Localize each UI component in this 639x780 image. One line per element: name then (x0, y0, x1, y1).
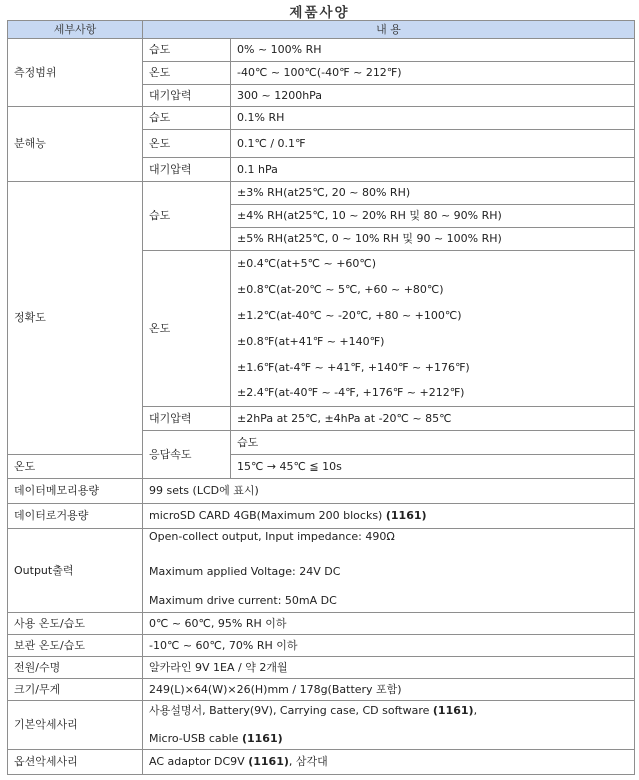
cell-value: ±4% RH(at25℃, 10 ~ 20% RH 및 80 ~ 90% RH) (231, 205, 635, 228)
cell-value: ±3% RH(at25℃, 20 ~ 80% RH) (231, 182, 635, 205)
table-row (8, 701, 635, 750)
table-row (8, 479, 635, 504)
sub-label: 온도 (143, 62, 231, 85)
cell-value: 0.1℃ / 0.1℉ (231, 130, 635, 158)
page-title: 제품사양 (289, 5, 350, 21)
cell-value: ±0.8℉(at+41℉ ~ +140℉) (231, 329, 635, 355)
accessories-line-2 (149, 725, 634, 749)
model-number: (1161) (241, 732, 283, 745)
row-label-output: Output출력 (8, 529, 143, 613)
cell-value: 300 ~ 1200hPa (231, 85, 635, 107)
table-row (8, 107, 635, 130)
model-number: (1161) (432, 704, 474, 717)
table-row (8, 182, 635, 205)
cell-value: 0.1% RH (231, 107, 635, 130)
group-label-accuracy: 정확도 (8, 182, 143, 455)
cell-value: ±5% RH(at25℃, 0 ~ 10% RH 및 90 ~ 100% RH) (231, 228, 635, 251)
table-row (8, 455, 635, 479)
cell-value: ±2hPa at 25℃, ±4hPa at -20℃ ~ 85℃ (231, 407, 635, 431)
header-content: 내 용 (143, 21, 635, 39)
sub-label: 습도 (143, 107, 231, 130)
table-row (8, 657, 635, 679)
table-row (8, 679, 635, 701)
cell-value: 알카라인 9V 1EA / 약 2개월 (143, 657, 635, 679)
cell-value-accessories (143, 701, 635, 750)
cell-value: 99 sets (LCD에 표시) (143, 479, 635, 504)
group-label-range: 측정범위 (8, 39, 143, 107)
model-number: (1161) (248, 755, 289, 768)
accessories-line-1 (149, 701, 634, 725)
sub-label: 습도 (143, 39, 231, 62)
logger-text: microSD CARD 4GB(Maximum 200 blocks) (149, 509, 386, 522)
sub-label: 대기압력 (143, 407, 231, 431)
options-text: AC adaptor DC9V (149, 755, 249, 768)
model-number: (1161) (385, 509, 427, 522)
table-header-row (8, 21, 635, 39)
table-row (8, 750, 635, 775)
table-row (8, 529, 635, 613)
cell-value: ±1.2℃(at-40℃ ~ -20℃, +80 ~ +100℃) (231, 303, 635, 329)
cell-value: ±0.8℃(at-20℃ ~ 5℃, +60 ~ +80℃) (231, 277, 635, 303)
cell-value: 0.1 hPa (231, 158, 635, 182)
row-label-options: 옵션악세사리 (8, 750, 143, 775)
sub-label: 대기압력 (143, 85, 231, 107)
cell-value-logger (143, 504, 635, 529)
table-row (8, 39, 635, 62)
cell-value: ±0.4℃(at+5℃ ~ +60℃) (231, 251, 635, 277)
cell-value: 249(L)×64(W)×26(H)mm / 178g(Battery 포함) (143, 679, 635, 701)
spec-table (7, 20, 635, 775)
cell-value-output (143, 529, 635, 613)
sub-label: 대기압력 (143, 158, 231, 182)
sub-label: 온도 (143, 130, 231, 158)
output-line: Maximum applied Voltage: 24V DC (149, 564, 341, 578)
group-label-resolution: 분해능 (8, 107, 143, 182)
cell-value: 15℃ → 45℃ ≦ 10s (231, 455, 635, 479)
row-label-logger: 데이터로거용량 (8, 504, 143, 529)
options-text: , 삼각대 (288, 755, 328, 768)
row-label-memory: 데이터메모리용량 (8, 479, 143, 504)
cell-value: -10℃ ~ 60℃, 70% RH 이하 (143, 635, 635, 657)
row-label-power: 전원/수명 (8, 657, 143, 679)
accessories-text: 사용설명서, Battery(9V), Carrying case, CD software (149, 704, 433, 717)
cell-value: -40℃ ~ 100℃(-40℉ ~ 212℉) (231, 62, 635, 85)
row-label-use-env: 사용 온도/습도 (8, 613, 143, 635)
table-row (8, 613, 635, 635)
row-label-size: 크기/무게 (8, 679, 143, 701)
cell-value: ±2.4℉(at-40℉ ~ -4℉, +176℉ ~ +212℉) (231, 381, 635, 407)
sub-label: 습도 (143, 182, 231, 251)
sub-label: 온도 (143, 251, 231, 407)
header-category: 세부사항 (8, 21, 143, 39)
row-label-storage-env: 보관 온도/습도 (8, 635, 143, 657)
accessories-text: Micro-USB cable (149, 732, 242, 745)
cell-value: ±1.6℉(at-4℉ ~ +41℉, +140℉ ~ +176℉) (231, 355, 635, 381)
cell-value: 0% ~ 100% RH (231, 39, 635, 62)
accessories-text: , (473, 704, 478, 717)
output-line: Maximum drive current: 50mA DC (149, 593, 337, 607)
group-label-response: 응답속도 (143, 431, 231, 479)
table-row (8, 635, 635, 657)
sub-label: 습도 (231, 431, 635, 455)
cell-value-options (143, 750, 635, 775)
row-label-accessories: 기본악세사리 (8, 701, 143, 750)
output-line: Open-collect output, Input impedance: 490Ω (149, 529, 395, 543)
cell-value: 0℃ ~ 60℃, 95% RH 이하 (143, 613, 635, 635)
table-row (8, 504, 635, 529)
sub-label: 온도 (8, 455, 143, 479)
